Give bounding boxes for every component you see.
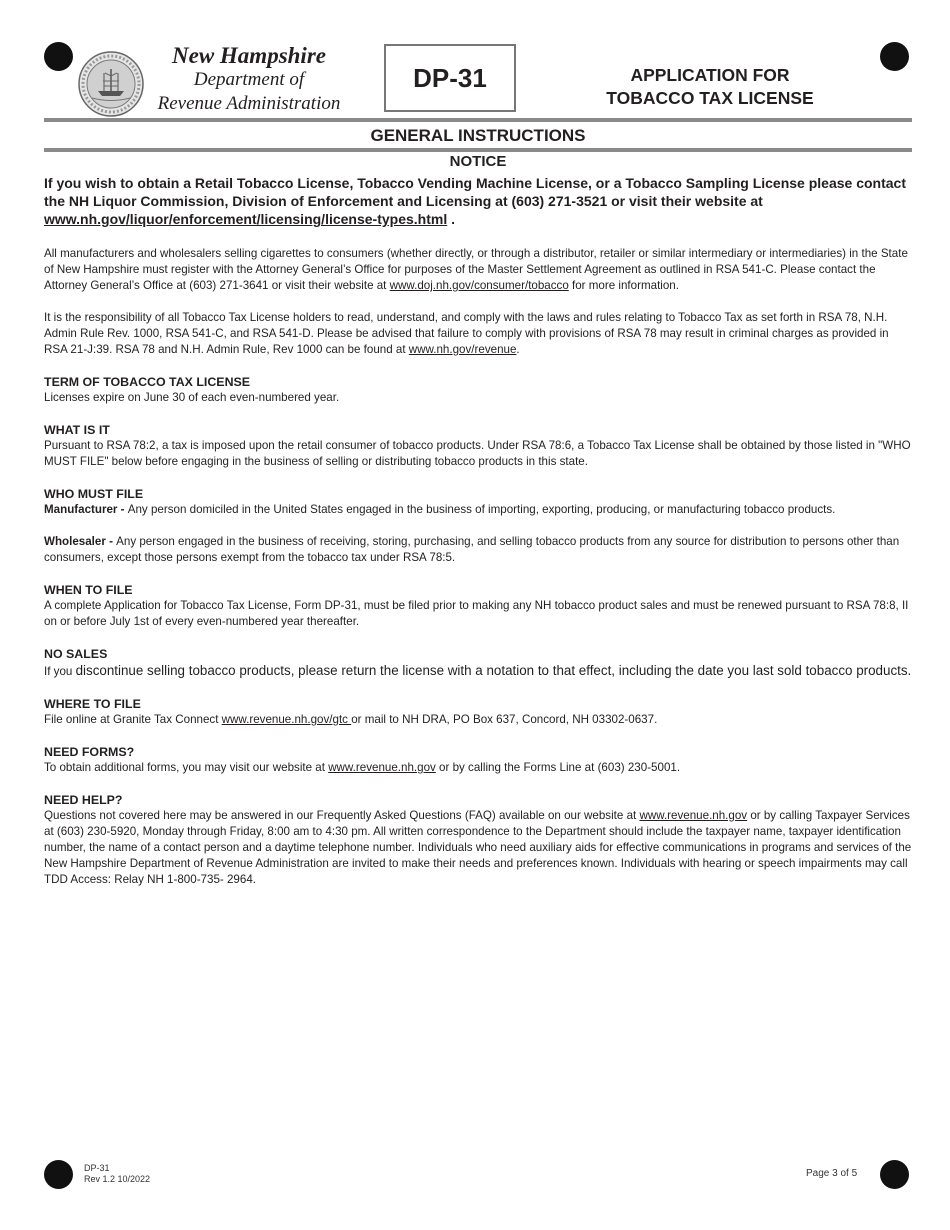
msa-paragraph bbox=[44, 246, 912, 294]
what-heading: WHAT IS IT bbox=[44, 423, 110, 437]
what-text: Pursuant to RSA 78:2, a tax is imposed upon the retail consumer of tobacco products. Under RSA 78:6, a Tobacco Tax License shall be obtained by those listed in "WHO MUST FILE" below before engaging in the business of selling or distributing tobacco products in this state. bbox=[44, 439, 911, 468]
forms-paragraph bbox=[44, 760, 912, 776]
when-text: A complete Application for Tobacco Tax License, Form DP-31, must be filed prior to making any NH tobacco product sales and must be renewed pursuant to RSA 78:8, II on or before July 1st of every even-numbered year thereafter. bbox=[44, 599, 909, 628]
notice-body: If you wish to obtain a Retail Tobacco License, Tobacco Vending Machine License, or a Tobacco Sampling License please contact the NH Liquor Commission, Division of Enforcement and Licensing at (603) 271-3521 or visit their website at bbox=[44, 175, 906, 209]
registration-mark-top-right bbox=[880, 42, 909, 71]
forms-heading: NEED FORMS? bbox=[44, 745, 135, 759]
help-end: or by calling Taxpayer Services at (603) 230-5920, Monday through Friday, 8:00 am to 4:30 pm. All written correspondence to the Department should include the taxpayer name, taxpayer identification number, the name of a contact person and a daytime telephone number. Individuals who need auxiliary aids for effective communications in programs and services of the New Hampshire Department of Revenue Administration are invited to make their needs and preferences known. Individuals with hearing or speech impairments may call TDD Access: Relay NH 1-800-735- 2964. bbox=[44, 809, 912, 886]
manufacturer-text: Any person domiciled in the United States engaged in the business of importing, exporting, producing, or manufacturing tobacco products. bbox=[127, 503, 836, 516]
wholesaler-text: Any person engaged in the business of receiving, storing, purchasing, and selling tobacco products from any source for distribution to persons other than consumers, except those persons exempt from the tobacco tax under RSA 78:5. bbox=[44, 535, 900, 564]
where-end: or mail to NH DRA, PO Box 637, Concord, NH 03302-0637. bbox=[351, 713, 658, 726]
attorney-general-link[interactable]: www.doj.nh.gov/consumer/tobacco bbox=[389, 279, 569, 292]
header-divider bbox=[44, 118, 912, 122]
msa-end: for more information. bbox=[568, 279, 679, 292]
document-title bbox=[560, 64, 860, 110]
notice-end: . bbox=[447, 211, 455, 227]
instructions-body bbox=[44, 246, 912, 904]
who-heading: WHO MUST FILE bbox=[44, 487, 144, 501]
agency-name bbox=[140, 44, 358, 116]
form-code-box bbox=[384, 44, 516, 112]
wholesaler-paragraph bbox=[44, 534, 912, 566]
page-number: Page 3 of 5 bbox=[806, 1168, 858, 1179]
granite-tax-connect-link[interactable]: www.revenue.nh.gov/gtc bbox=[221, 713, 352, 726]
registration-mark-bottom-left bbox=[44, 1160, 73, 1189]
department-line-1: Department of bbox=[193, 69, 305, 90]
responsibility-text: It is the responsibility of all Tobacco Tax License holders to read, understand, and comply with the laws and rules relating to Tobacco Tax as set forth in RSA 78, N.H. Admin Rule Rev. 1000, RSA 541-C, and RSA 541-D. Please be advised that failure to comply with provisions of RSA 78 may result in criminal charges as provided in RSA 21-J:39. RSA 78 and N.H. Admin Rule, Rev 1000 can be found at bbox=[44, 311, 889, 356]
term-text: Licenses expire on June 30 of each even-numbered year. bbox=[44, 391, 340, 404]
help-paragraph bbox=[44, 808, 912, 888]
section-title: GENERAL INSTRUCTIONS bbox=[370, 126, 586, 145]
footer-form-code: DP-31 bbox=[84, 1163, 110, 1173]
help-heading: NEED HELP? bbox=[44, 793, 123, 807]
notice-text bbox=[44, 174, 914, 228]
help-text: Questions not covered here may be answered in our Frequently Asked Questions (FAQ) available on our website at bbox=[44, 809, 640, 822]
manufacturer-label: Manufacturer - bbox=[44, 503, 128, 516]
footer-form-info bbox=[84, 1163, 150, 1185]
form-code: DP-31 bbox=[413, 62, 487, 93]
when-heading: WHEN TO FILE bbox=[44, 583, 133, 597]
responsibility-paragraph bbox=[44, 310, 912, 358]
responsibility-end: . bbox=[516, 343, 520, 356]
where-paragraph bbox=[44, 712, 912, 728]
state-name: New Hampshire bbox=[172, 43, 326, 68]
where-heading: WHERE TO FILE bbox=[44, 697, 141, 711]
term-heading: TERM OF TOBACCO TAX LICENSE bbox=[44, 375, 251, 389]
nosales-text: discontinue selling tobacco products, please return the license with a notation to that effect, including the date you last sold tobacco products. bbox=[75, 663, 912, 678]
document-title-line-1: APPLICATION FOR bbox=[630, 65, 790, 85]
registration-mark-bottom-right bbox=[880, 1160, 909, 1189]
notice-title: NOTICE bbox=[449, 153, 507, 170]
registration-mark-top-left bbox=[44, 42, 73, 71]
department-line-2: Revenue Administration bbox=[157, 93, 341, 114]
nosales-text-small: If you bbox=[44, 665, 76, 678]
liquor-commission-link[interactable]: www.nh.gov/liquor/enforcement/licensing/license-types.html bbox=[44, 211, 448, 227]
wholesaler-label: Wholesaler - bbox=[44, 535, 117, 548]
nosales-paragraph bbox=[44, 662, 912, 680]
revenue-link[interactable]: www.nh.gov/revenue bbox=[408, 343, 517, 356]
where-text: File online at Granite Tax Connect bbox=[44, 713, 222, 726]
state-seal-icon bbox=[78, 51, 144, 117]
nosales-heading: NO SALES bbox=[44, 647, 108, 661]
forms-text: To obtain additional forms, you may visit our website at bbox=[44, 761, 329, 774]
section-divider bbox=[44, 148, 912, 152]
document-title-line-2: TOBACCO TAX LICENSE bbox=[606, 88, 814, 108]
help-website-link[interactable]: www.revenue.nh.gov bbox=[639, 809, 748, 822]
forms-end: or by calling the Forms Line at (603) 230-5001. bbox=[435, 761, 681, 774]
msa-text: All manufacturers and wholesalers selling cigarettes to consumers (whether directly, or through a distributor, retailer or similar intermediary or intermediaries) in the State of New Hampshire must register with the Attorney General’s Office for purposes of the Master Settlement Agreement as outlined in RSA 541-C. Please contact the Attorney General’s Office at (603) 271-3641 or visit their website at bbox=[44, 247, 908, 292]
manufacturer-paragraph bbox=[44, 502, 912, 518]
footer-revision: Rev 1.2 10/2022 bbox=[84, 1174, 151, 1184]
forms-website-link[interactable]: www.revenue.nh.gov bbox=[328, 761, 436, 774]
